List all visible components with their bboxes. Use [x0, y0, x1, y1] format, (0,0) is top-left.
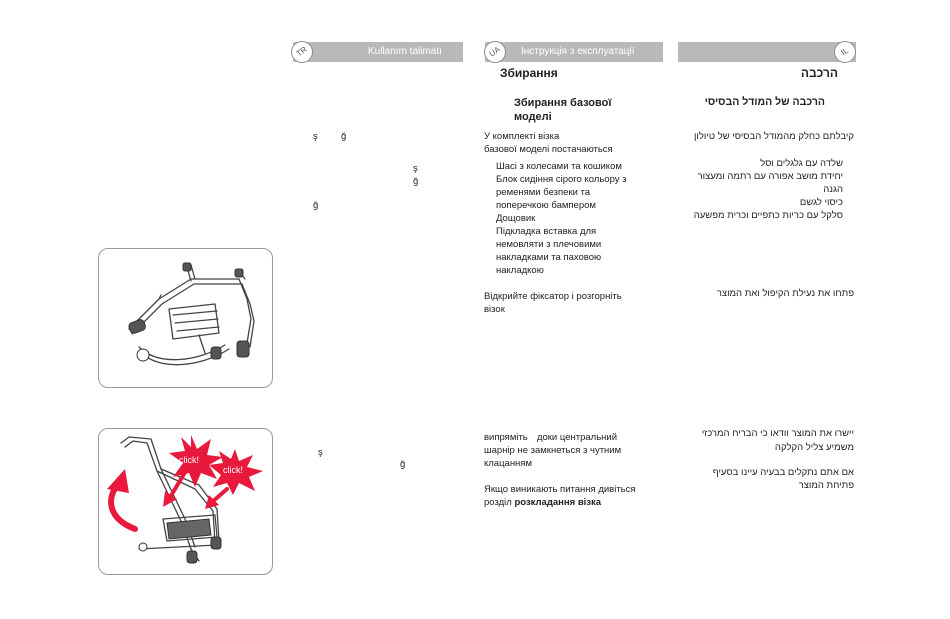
ua-unfold-line2: візок	[484, 304, 505, 315]
ua-contents-list	[496, 160, 666, 277]
list-item: накладками та паховою	[496, 252, 602, 263]
ua-questions-section-ref: розкладання візка	[514, 497, 602, 508]
il-language-badge: IL	[830, 37, 861, 68]
ua-straighten-line1: випрямітьᅠдоки центральний	[484, 432, 618, 443]
list-item: немовляти з плечовими	[496, 239, 602, 250]
list-item: יחידת מושב אפורה עם רתמה ומעצור	[697, 171, 843, 182]
tr-language-badge: TR	[287, 37, 318, 68]
figure-unfold-stroller	[98, 428, 273, 575]
unfold-stroller-illustration	[99, 429, 272, 574]
list-item: ременями безпеки та	[496, 187, 591, 198]
ua-subsection-title-line1: Збирання базової	[514, 97, 612, 109]
ua-intro-line1: У комплекті візка	[484, 131, 560, 142]
list-item: שלדה עם גלגלים וסל	[760, 158, 843, 169]
list-item: סלקל עם כריות כתפיים וכרית מפשעה	[693, 210, 843, 221]
list-item: Підкладка вставка для	[496, 226, 597, 237]
tr-fragment: ğ	[313, 200, 319, 211]
tr-fragment: ğ	[400, 459, 406, 470]
list-item: הגנה	[823, 184, 843, 195]
il-unfold: פתחו את נעילת הקיפול ואת המוצר	[716, 288, 854, 299]
il-problem-line1: אם אתם נתקלים בבעיה עיינו בסעיף	[712, 467, 854, 478]
il-subsection-title: הרכבה של המודל הבסיסי	[704, 96, 825, 108]
list-item: Шасі з колесами та кошиком	[496, 161, 622, 172]
list-item: כיסוי לגשם	[799, 197, 843, 208]
click-label-2: click!	[223, 465, 243, 475]
il-header-bar	[678, 42, 856, 62]
ua-questions-line2	[484, 496, 601, 509]
list-item: Дощовик	[496, 213, 536, 224]
il-problem-line2: פתיחת המוצר	[798, 480, 854, 491]
tr-fragment: ş	[413, 163, 418, 174]
list-item: поперечкою бампером	[496, 200, 596, 211]
list-item: Блок сидіння сірого кольору з	[496, 174, 627, 185]
tr-fragment: ş	[313, 131, 318, 142]
tr-fragment: ş	[318, 447, 323, 458]
ua-header-bar	[485, 42, 663, 62]
ua-section-title: Збирання	[500, 66, 558, 80]
ua-language-badge: UA	[480, 37, 511, 68]
il-straighten-line2: משמיע צליל הקלקה	[774, 442, 854, 453]
figure-folded-stroller	[98, 248, 273, 388]
ua-straighten-line3: клацанням	[484, 458, 532, 469]
tr-header-bar	[293, 42, 463, 62]
il-intro: קיבלתם כחלק מהמודל הבסיסי של טיולון	[693, 131, 854, 142]
ua-subsection-title-line2: моделі	[514, 111, 552, 123]
click-label-1: click!	[179, 455, 199, 465]
list-item: накладкою	[496, 265, 544, 276]
folded-stroller-illustration	[99, 249, 272, 387]
ua-intro-line2: базової моделі постачаються	[484, 144, 613, 155]
ua-unfold-line1: Відкрийте фіксатор і розгорніть	[484, 291, 622, 302]
ua-questions-prefix: розділ	[484, 497, 515, 508]
ua-questions-line1: Якщо виникають питання дивіться	[484, 484, 636, 495]
tr-fragment: ğ	[341, 131, 347, 142]
il-section-title: הרכבה	[800, 66, 838, 80]
ua-straighten-line2: шарнір не замкнеться з чутним	[484, 445, 622, 456]
tr-header-title: Kullanım talimatı	[368, 46, 442, 57]
tr-fragment: ğ	[413, 176, 419, 187]
il-straighten-line1: יישרו את המוצר וודאו כי הבריח המרכזי	[701, 428, 854, 439]
ua-header-title: Інструкція з експлуатації	[521, 46, 635, 57]
